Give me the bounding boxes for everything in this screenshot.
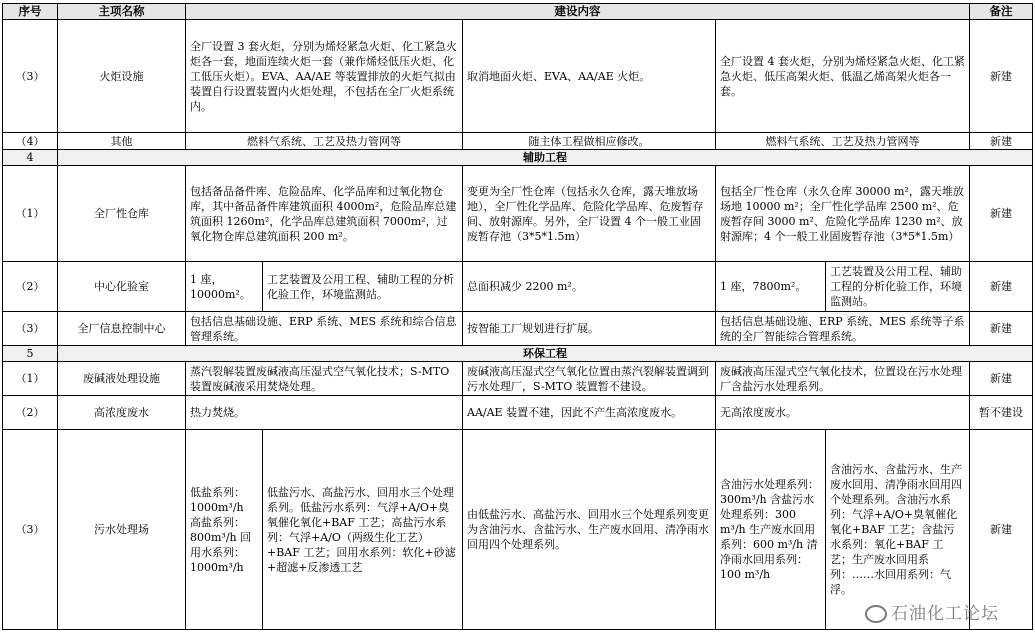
row-name: 高浓度废水 — [58, 396, 186, 430]
table-row — [3, 396, 1033, 430]
section-title: 辅助工程 — [58, 150, 1033, 166]
section-row — [3, 346, 1033, 362]
original-content: 低盐污水、高盐污水、回用水三个处理系列。低盐污水系列：气浮+A/O+臭氧催化氧化+BAF 工艺；高盐污水系列：气浮+A/O（两级生化工艺）+BAF 工艺；回用水系列：软化+砂滤+超滤+反渗透工艺 — [263, 430, 463, 630]
new-content: 工艺装置及公用工程、辅助工程的分析化验工作，环境监测站。 — [826, 262, 970, 312]
row-name: 中心化验室 — [58, 262, 186, 312]
new-scale: 含油污水处理系列：300m³/h 含盐污水处理系列：300 m³/h 生产废水回用系列：600 m³/h 清净雨水回用系列：100 m³/h — [716, 430, 826, 630]
original-content: 工艺装置及公用工程、辅助工程的分析化验工作，环境监测站。 — [263, 262, 463, 312]
header-row — [3, 4, 1033, 20]
row-no: （3） — [3, 20, 58, 133]
row-remark: 新建 — [970, 430, 1033, 630]
row-remark: 新建 — [970, 312, 1033, 346]
row-no: （1） — [3, 362, 58, 396]
change-content: 按智能工厂规划进行扩展。 — [463, 312, 716, 346]
header-no: 序号 — [3, 4, 58, 20]
change-content: 总面积减少 2200 m²。 — [463, 262, 716, 312]
table-row — [3, 262, 1033, 312]
section-no: 4 — [3, 150, 58, 166]
wechat-icon — [865, 605, 887, 623]
change-content: AA/AE 装置不建，因此不产生高浓度废水。 — [463, 396, 716, 430]
row-no: （2） — [3, 262, 58, 312]
original-content: 全厂设置 3 套火炬，分别为烯烃紧急火炬、化工紧急火炬各一套，地面连续火炬一套（兼作烯烃低压火炬、化工低压火炬）。EVA、AA/AE 等装置排放的火炬气拟由装置自行设置装置内火炬处理，不包括在全厂火炬系统内。 — [186, 20, 463, 133]
change-content: 取消地面火炬、EVA、AA/AE 火炬。 — [463, 20, 716, 133]
row-remark: 新建 — [970, 20, 1033, 133]
new-content: 包括全厂性仓库（永久仓库 30000 m²，露天堆放场地 10000 m²；全厂性化学品库 2500 m²、危废暂存间 3000 m²、危险化学品库 1230 m²、放射源库；4 个一般工业固废暂存池（3*5*1.5m） — [716, 166, 970, 262]
row-no: （2） — [3, 396, 58, 430]
row-remark: 新建 — [970, 166, 1033, 262]
row-name: 其他 — [58, 133, 186, 150]
original-content: 包括备品备件库、危险品库、化学品库和过氧化物仓库，其中备品备件库建筑面积 4000m²，危险品库总建筑面积 1260m²，化学品库总建筑面积 7000m²，过氧化物仓库总建筑面积 200 m²。 — [186, 166, 463, 262]
table-row — [3, 133, 1033, 150]
original-content: 蒸汽裂解装置废碱液高压湿式空气氧化技术；S-MTO 装置废碱液采用焚烧处理。 — [186, 362, 463, 396]
original-content: 包括信息基础设施、ERP 系统、MES 系统和综合信息管理系统。 — [186, 312, 463, 346]
section-no: 5 — [3, 346, 58, 362]
row-name: 废碱液处理设施 — [58, 362, 186, 396]
row-no: （1） — [3, 166, 58, 262]
change-content: 随主体工程做相应修改。 — [463, 133, 716, 150]
new-content: 燃料气系统、工艺及热力管网等 — [716, 133, 970, 150]
new-content: 无高浓度废水。 — [716, 396, 970, 430]
header-remark: 备注 — [970, 4, 1033, 20]
section-row — [3, 150, 1033, 166]
watermark-text: 石油化工论坛 — [891, 604, 999, 624]
row-remark: 暂不建设 — [970, 396, 1033, 430]
row-name: 全厂信息控制中心 — [58, 312, 186, 346]
row-name: 火炬设施 — [58, 20, 186, 133]
table-row — [3, 312, 1033, 346]
row-no: （3） — [3, 430, 58, 630]
change-content: 变更为全厂性仓库（包括永久仓库，露天堆放场地），全厂性化学品库、危险化学品库、危废暂存间、放射源库。另外，全厂设置 4 个一般工业固废暂存池（3*5*1.5m） — [463, 166, 716, 262]
row-remark: 新建 — [970, 362, 1033, 396]
table-row — [3, 166, 1033, 262]
row-name: 全厂性仓库 — [58, 166, 186, 262]
change-content: 由低盐污水、高盐污水、回用水三个处理系列变更为含油污水、含盐污水、生产废水回用、清净雨水回用四个处理系列。 — [463, 430, 716, 630]
new-content: 包括信息基础设施、ERP 系统、MES 系统等子系统的全厂智能综合管理系统。 — [716, 312, 970, 346]
table-row — [3, 20, 1033, 133]
row-no: （4） — [3, 133, 58, 150]
original-scale: 低盐系列：1000m³/h 高盐系列：800m³/h 回用水系列：1000m³/h — [186, 430, 263, 630]
header-name: 主项名称 — [58, 4, 186, 20]
row-remark: 新建 — [970, 262, 1033, 312]
row-no: （3） — [3, 312, 58, 346]
construction-content-table — [2, 3, 1033, 630]
section-title: 环保工程 — [58, 346, 1033, 362]
watermark — [865, 599, 999, 624]
change-content: 废碱液高压湿式空气氧化位置由蒸汽裂解装置调到污水处理厂，S-MTO 装置暂不建设。 — [463, 362, 716, 396]
original-content: 燃料气系统、工艺及热力管网等 — [186, 133, 463, 150]
new-content: 全厂设置 4 套火炬，分别为烯烃紧急火炬、化工紧急火炬、低压高架火炬、低温乙烯高架火炬各一套。 — [716, 20, 970, 133]
table-row — [3, 362, 1033, 396]
row-remark: 新建 — [970, 133, 1033, 150]
new-scale: 1 座，7800m²。 — [716, 262, 826, 312]
original-scale: 1 座，10000m²。 — [186, 262, 263, 312]
row-name: 污水处理场 — [58, 430, 186, 630]
new-content: 废碱液高压湿式空气氧化技术，位置设在污水处理厂含盐污水处理系列。 — [716, 362, 970, 396]
original-content: 热力焚烧。 — [186, 396, 463, 430]
header-content: 建设内容 — [186, 4, 970, 20]
new-content: 含油污水、含盐污水、生产废水回用、清净雨水回用四个处理系列。含油污水系列：气浮+A/O+臭氧催化氧化+BAF 工艺；含盐污水系列：氧化+BAF 工艺；生产废水回用系列：……水回用系列：气浮。 — [826, 430, 970, 630]
